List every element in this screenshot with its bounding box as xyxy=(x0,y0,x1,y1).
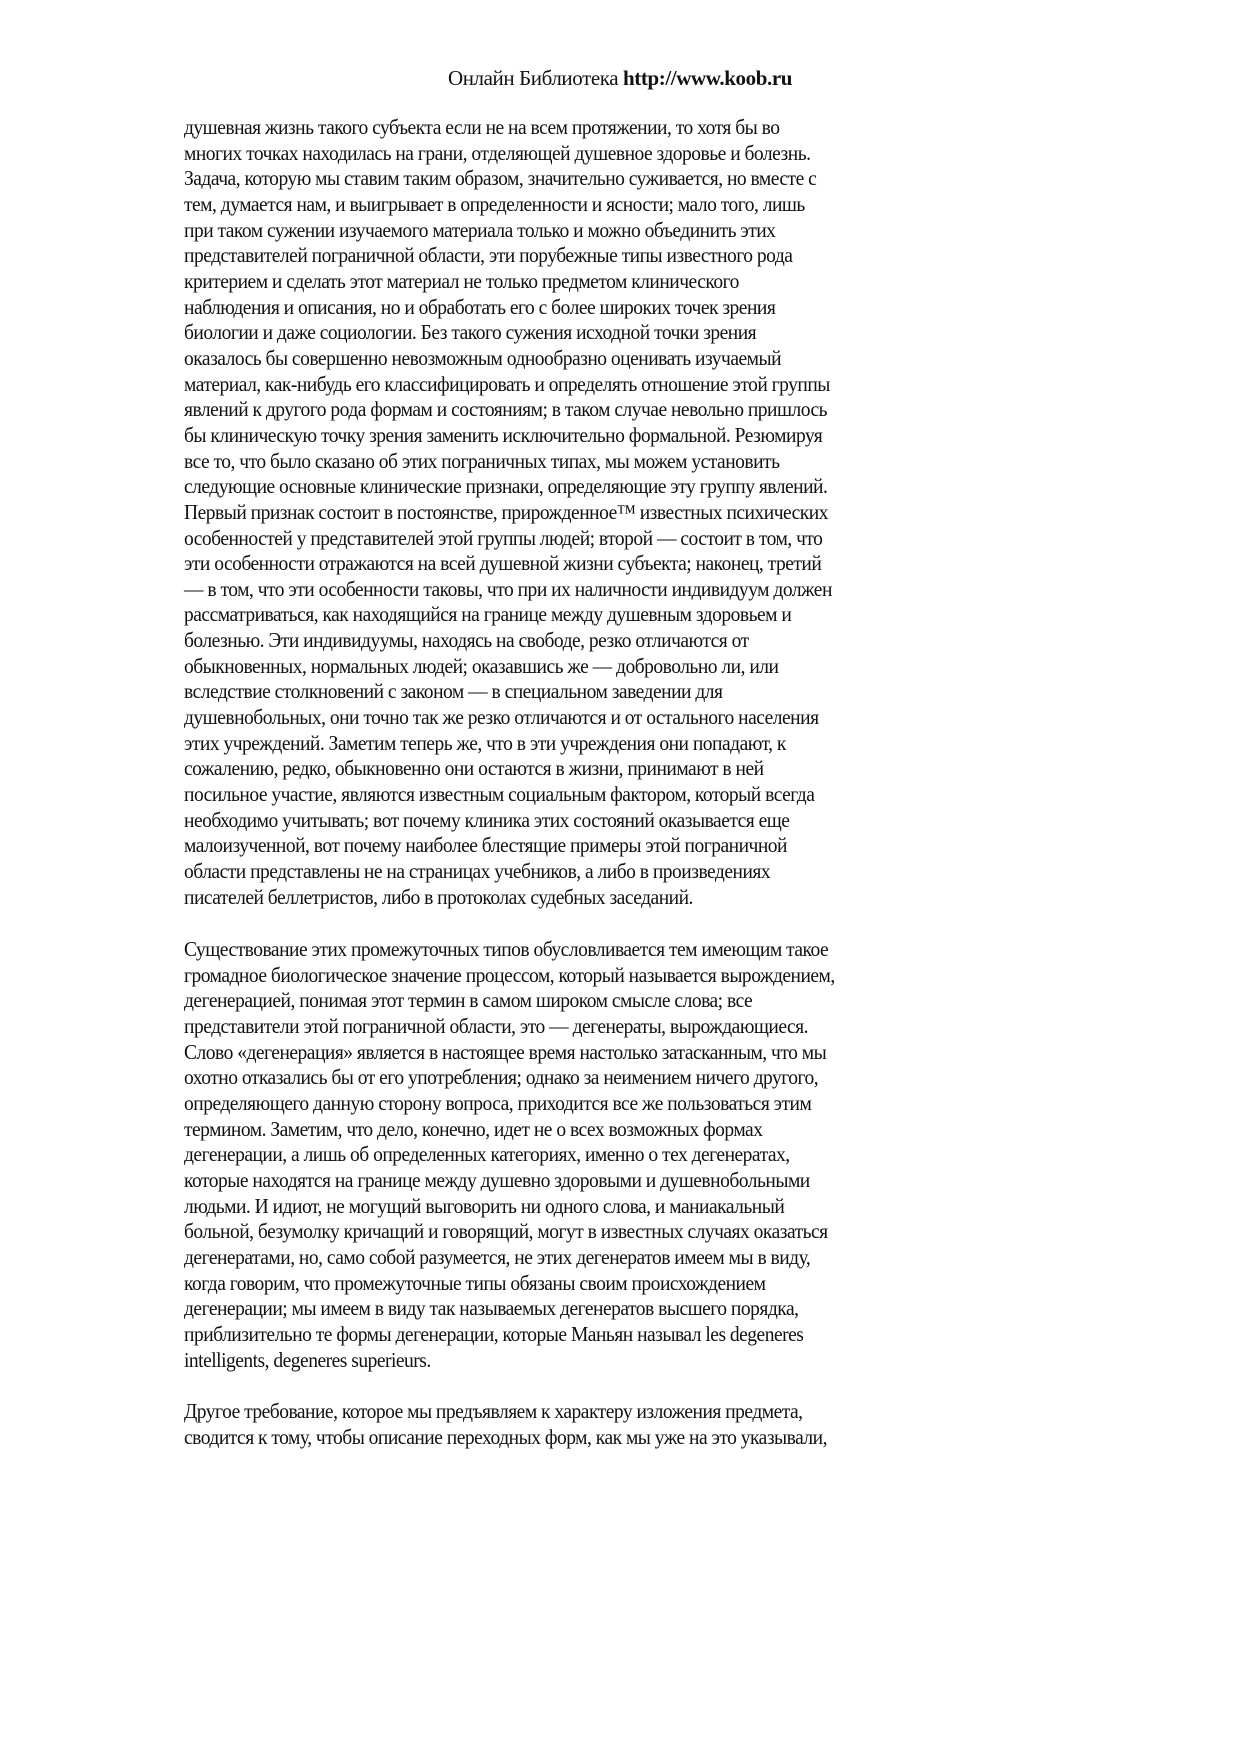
text-line: представители этой пограничной области, это — дегенераты, вырождающиеся. xyxy=(184,1013,809,1038)
text-line: Существование этих промежуточных типов обусловливается тем имеющим такое xyxy=(184,937,829,961)
text-line: вследствие столкновений с законом — в специальном заведении для xyxy=(184,679,723,704)
text-line: необходимо учитывать; вот почему клиника этих состояний оказывается еще xyxy=(184,807,790,832)
text-line: области представлены не на страницах учебников, а либо в произведениях xyxy=(184,859,771,884)
text-line: Другое требование, которое мы предъявляем к характеру изложения предмета, xyxy=(184,1399,803,1423)
text-line: малоизученной, вот почему наиболее блестящие примеры этой пограничной xyxy=(184,833,787,858)
text-line: дегенерации; мы имеем в виду так называемых дегенератов высшего порядка, xyxy=(184,1296,799,1321)
text-line: громадное биологическое значение процессом, который называется вырождением, xyxy=(184,962,835,987)
text-line: когда говорим, что промежуточные типы обязаны своим происхождением xyxy=(184,1270,766,1295)
text-line: приблизительно те формы дегенерации, которые Маньян называл les degeneres xyxy=(184,1321,804,1346)
header-library-name: Онлайн Библиотека xyxy=(447,66,619,90)
text-line: оказалось бы совершенно невозможным однообразно оценивать изучаемый xyxy=(184,345,782,370)
text-line: тем, думается нам, и выигрывает в определенности и ясности; мало того, лишь xyxy=(184,191,805,216)
paragraph-3 xyxy=(184,1399,984,1450)
header-link[interactable]: http://www.koob.ru xyxy=(623,66,793,90)
text-line: обыкновенных, нормальных людей; оказавшись же — добровольно ли, или xyxy=(184,653,779,678)
text-line: Первый признак состоит в постоянстве, прирожденное™ известных психических xyxy=(184,499,828,524)
text-line: людьми. И идиот, не могущий выговорить ни одного слова, и маниакальный xyxy=(184,1193,785,1218)
text-line: Задача, которую мы ставим таким образом, значительно суживается, но вместе с xyxy=(184,166,817,191)
text-line: представителей пограничной области, эти порубежные типы известного рода xyxy=(184,243,793,268)
text-line: больной, безумолку кричащий и говорящий, могут в известных случаях оказаться xyxy=(184,1219,828,1244)
text-line: явлений к другого рода формам и состояниям; в таком случае невольно пришлось xyxy=(184,397,828,422)
text-line: сводится к тому, чтобы описание переходных форм, как мы уже на это указывали, xyxy=(184,1424,827,1449)
paragraph-1 xyxy=(184,115,984,910)
text-line: особенностей у представителей этой группы людей; второй — состоит в том, что xyxy=(184,525,823,550)
text-line: охотно отказались бы от его употребления; однако за неимением ничего другого, xyxy=(184,1065,819,1090)
text-line: бы клиническую точку зрения заменить исключительно формальной. Резюмируя xyxy=(184,422,823,447)
text-line: многих точках находилась на грани, отделяющей душевное здоровье и болезнь. xyxy=(184,140,811,165)
paragraph-2 xyxy=(184,937,984,1373)
text-line: термином. Заметим, что дело, конечно, идет не о всех возможных формах xyxy=(184,1116,763,1141)
text-line: определяющего данную сторону вопроса, приходится все же пользоваться этим xyxy=(184,1090,812,1115)
text-line: посильное участие, являются известным социальным фактором, который всегда xyxy=(184,782,815,807)
text-line: болезнью. Эти индивидуумы, находясь на свободе, резко отличаются от xyxy=(184,628,749,653)
text-line: intelligents, degeneres superieurs. xyxy=(184,1347,431,1372)
text-line: эти особенности отражаются на всей душевной жизни субъекта; наконец, третий xyxy=(184,551,822,576)
text-line: при таком сужении изучаемого материала только и можно объединить этих xyxy=(184,217,776,242)
text-line: дегенерацией, понимая этот термин в самом широком смысле слова; все xyxy=(184,988,753,1013)
text-line: критерием и сделать этот материал не только предметом клинического xyxy=(184,268,739,293)
text-line: которые находятся на границе между душевно здоровыми и душевнобольными xyxy=(184,1167,810,1192)
text-line: материал, как-нибудь его классифицировать и определять отношение этой группы xyxy=(184,371,830,396)
text-line: наблюдения и описания, но и обработать его с более широких точек зрения xyxy=(184,294,776,319)
text-line: этих учреждений. Заметим теперь же, что в эти учреждения они попадают, к xyxy=(184,730,786,755)
text-line: рассматриваться, как находящийся на границе между душевным здоровьем и xyxy=(184,602,792,627)
text-line: дегенерации, а лишь об определенных категориях, именно о тех дегенератах, xyxy=(184,1142,790,1167)
text-line: — в том, что эти особенности таковы, что при их наличности индивидуум должен xyxy=(184,576,832,601)
page-header xyxy=(0,66,1240,91)
text-line: дегенератами, но, само собой разумеется, не этих дегенератов имеем мы в виду, xyxy=(184,1244,811,1269)
text-line: биологии и даже социологии. Без такого сужения исходной точки зрения xyxy=(184,320,757,345)
text-line: писателей беллетристов, либо в протоколах судебных заседаний. xyxy=(184,884,693,909)
text-line: Слово «дегенерация» является в настоящее время настолько затасканным, что мы xyxy=(184,1039,827,1064)
text-line: сожалению, редко, обыкновенно они остаются в жизни, принимают в ней xyxy=(184,756,764,781)
text-line: следующие основные клинические признаки, определяющие эту группу явлений. xyxy=(184,474,828,499)
text-line: душевнобольных, они точно так же резко отличаются и от остального населения xyxy=(184,705,819,730)
text-line: все то, что было сказано об этих пограничных типах, мы можем установить xyxy=(184,448,780,473)
text-line: душевная жизнь такого субъекта если не на всем протяжении, то хотя бы во xyxy=(184,115,780,139)
